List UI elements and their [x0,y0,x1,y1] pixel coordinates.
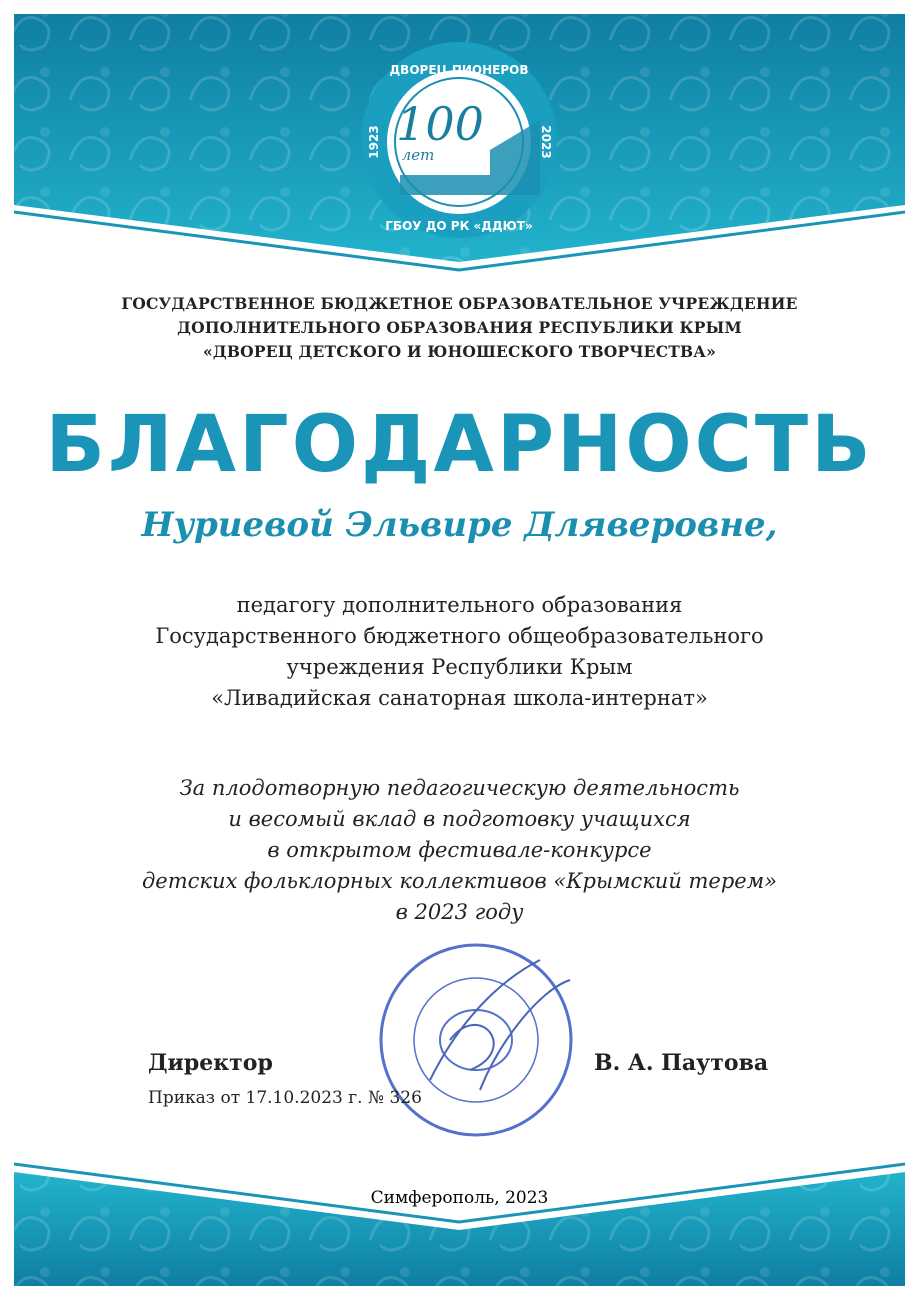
bottom-banner [14,1164,905,1286]
org-line: ГОСУДАРСТВЕННОЕ БЮДЖЕТНОЕ ОБРАЗОВАТЕЛЬНОЕ УЧРЕЖДЕНИЕ [121,294,798,313]
logo-number: 100 [396,97,484,151]
logo-bottom-text: ГБОУ ДО РК «ДДЮТ» [385,219,533,233]
anniversary-logo [361,42,557,238]
signer-name: В. А. Паутова [594,1050,769,1076]
order-reference: Приказ от 17.10.2023 г. № 326 [148,1088,422,1108]
signer-position: Директор [148,1050,273,1076]
reason-line: в открытом фестивале-конкурсе [267,838,652,862]
certificate-title: БЛАГОДАРНОСТЬ [45,400,874,490]
reason-line: детских фольклорных коллективов «Крымский терем» [142,869,777,893]
organization-name [0,292,919,364]
recipient-name: Нуриевой Эльвире Дляверовне, [141,505,778,545]
recipient-line: учреждения Республики Крым [286,655,633,679]
recipient-description [0,590,919,714]
reason-line: и весомый вклад в подготовку учащихся [228,807,691,831]
reason-line: За плодотворную педагогическую деятельность [179,776,740,800]
reason-line: в 2023 году [395,900,524,924]
award-reason [0,773,919,928]
recipient-line: «Ливадийская санаторная школа-интернат» [211,686,708,710]
recipient-line: Государственного бюджетного общеобразовательного [155,624,764,648]
recipient-line: педагогу дополнительного образования [236,593,683,617]
logo-top-text: ДВОРЕЦ ПИОНЕРОВ [389,63,529,77]
org-line: «ДВОРЕЦ ДЕТСКОГО И ЮНОШЕСКОГО ТВОРЧЕСТВА» [203,342,716,361]
logo-year-right: 2023 [539,125,553,159]
city-year: Симферополь, 2023 [370,1188,549,1208]
logo-year-left: 1923 [367,125,381,159]
org-line: ДОПОЛНИТЕЛЬНОГО ОБРАЗОВАНИЯ РЕСПУБЛИКИ КРЫМ [177,318,742,337]
logo-years-word: лет [401,146,435,164]
